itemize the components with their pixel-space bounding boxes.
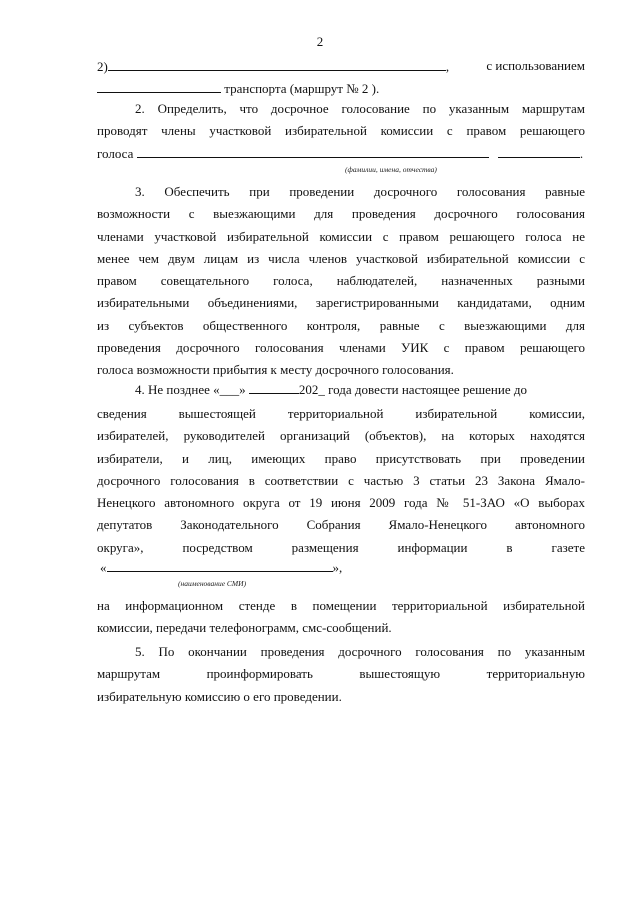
comma: , (445, 59, 450, 74)
paragraph-line: избирателей, руководителей организаций (объектов), на которых находятся (97, 428, 585, 444)
paragraph-line: избиратели, и лиц, имеющих право присутствовать при проведении (97, 450, 585, 466)
media-caption: (наименование СМИ) (178, 579, 247, 588)
transport-line (97, 80, 585, 97)
media-line (100, 559, 360, 576)
paragraph-line: 3. Обеспечить при проведении досрочного голосования равные (135, 184, 585, 199)
using-text: с использованием (486, 58, 585, 73)
deadline-line (97, 381, 585, 398)
paragraph-line: сведения вышестоящей территориальной избирательной комиссии, (97, 406, 585, 421)
deadline-text-a: 4. Не позднее «___» (135, 382, 246, 397)
paragraph-line: 5. По окончании проведения досрочного голосования по указанным (135, 644, 585, 659)
quote-close: », (332, 560, 343, 575)
vote-members-line (97, 145, 585, 162)
item-number: 2) (97, 59, 108, 74)
names-blank (137, 145, 489, 158)
paragraph-2 (97, 98, 585, 143)
paragraph-3 (97, 181, 585, 382)
paragraph-line: депутатов Законодательного Собрания Ямало-Ненецкого автономного (97, 517, 585, 533)
paragraph-line: комиссии, передачи телефонограмм, смс-сообщений. (97, 620, 392, 636)
paragraph-line: членами участковой избирательной комиссии с правом решающего голоса не (97, 228, 585, 244)
paragraph-line: возможности с выезжающими для проведения досрочного голосования (97, 206, 585, 222)
paragraph-line: на информационном стенде в помещении территориальной избирательной (97, 598, 585, 613)
paragraph-line: Ненецкого автономного округа от 19 июня 2009 года № 51-ЗАО «О выборах (97, 495, 585, 511)
paragraph-line: досрочного голосования в соответствии с частью 3 статьи 23 Закона Ямало- (97, 472, 585, 488)
vote-prefix: голоса (97, 146, 134, 161)
paragraph-line: проведения досрочного голосования членами УИК с правом решающего (97, 340, 585, 356)
media-blank (107, 559, 333, 572)
paragraph-line: менее чем двум лицам из числа членов участковой избирательной комиссии с (97, 250, 585, 266)
paragraph-line: избирательными объединениями, зарегистрированными кандидатами, одним (97, 295, 585, 311)
page-number: 2 (316, 34, 324, 49)
paragraph-4 (97, 403, 585, 559)
paragraph-line: округа», посредством размещения информации в газете (97, 539, 585, 555)
paragraph-line: 2. Определить, что досрочное голосование по указанным маршрутам (135, 101, 585, 116)
month-blank (249, 381, 299, 394)
transport-text: транспорта (маршрут № 2 ). (224, 81, 380, 96)
deadline-text-b: 202_ года довести настоящее решение до (298, 382, 527, 397)
route-blank (108, 58, 446, 71)
quote-open: « (100, 560, 107, 575)
paragraph-line: правом совещательного голоса, наблюдателей, назначенных разными (97, 273, 585, 289)
names-caption: (фамилии, имена, отчества) (345, 165, 437, 174)
paragraph-line: проводят члены участковой избирательной комиссии с правом решающего (97, 123, 585, 139)
transport-blank (97, 80, 221, 93)
route-2-line (97, 58, 585, 75)
paragraph-line: избирательную комиссию о его проведении. (97, 688, 342, 704)
paragraph-5 (97, 641, 585, 708)
paragraph-4-tail (97, 595, 585, 640)
names-blank-2 (498, 145, 580, 158)
paragraph-line: маршрутам проинформировать вышестоящую территориальную (97, 666, 585, 682)
paragraph-line: из субъектов общественного контроля, равные с выезжающими для (97, 317, 585, 333)
paragraph-line: голоса возможности прибытия к месту досрочного голосования. (97, 362, 454, 378)
period: . (579, 146, 584, 161)
